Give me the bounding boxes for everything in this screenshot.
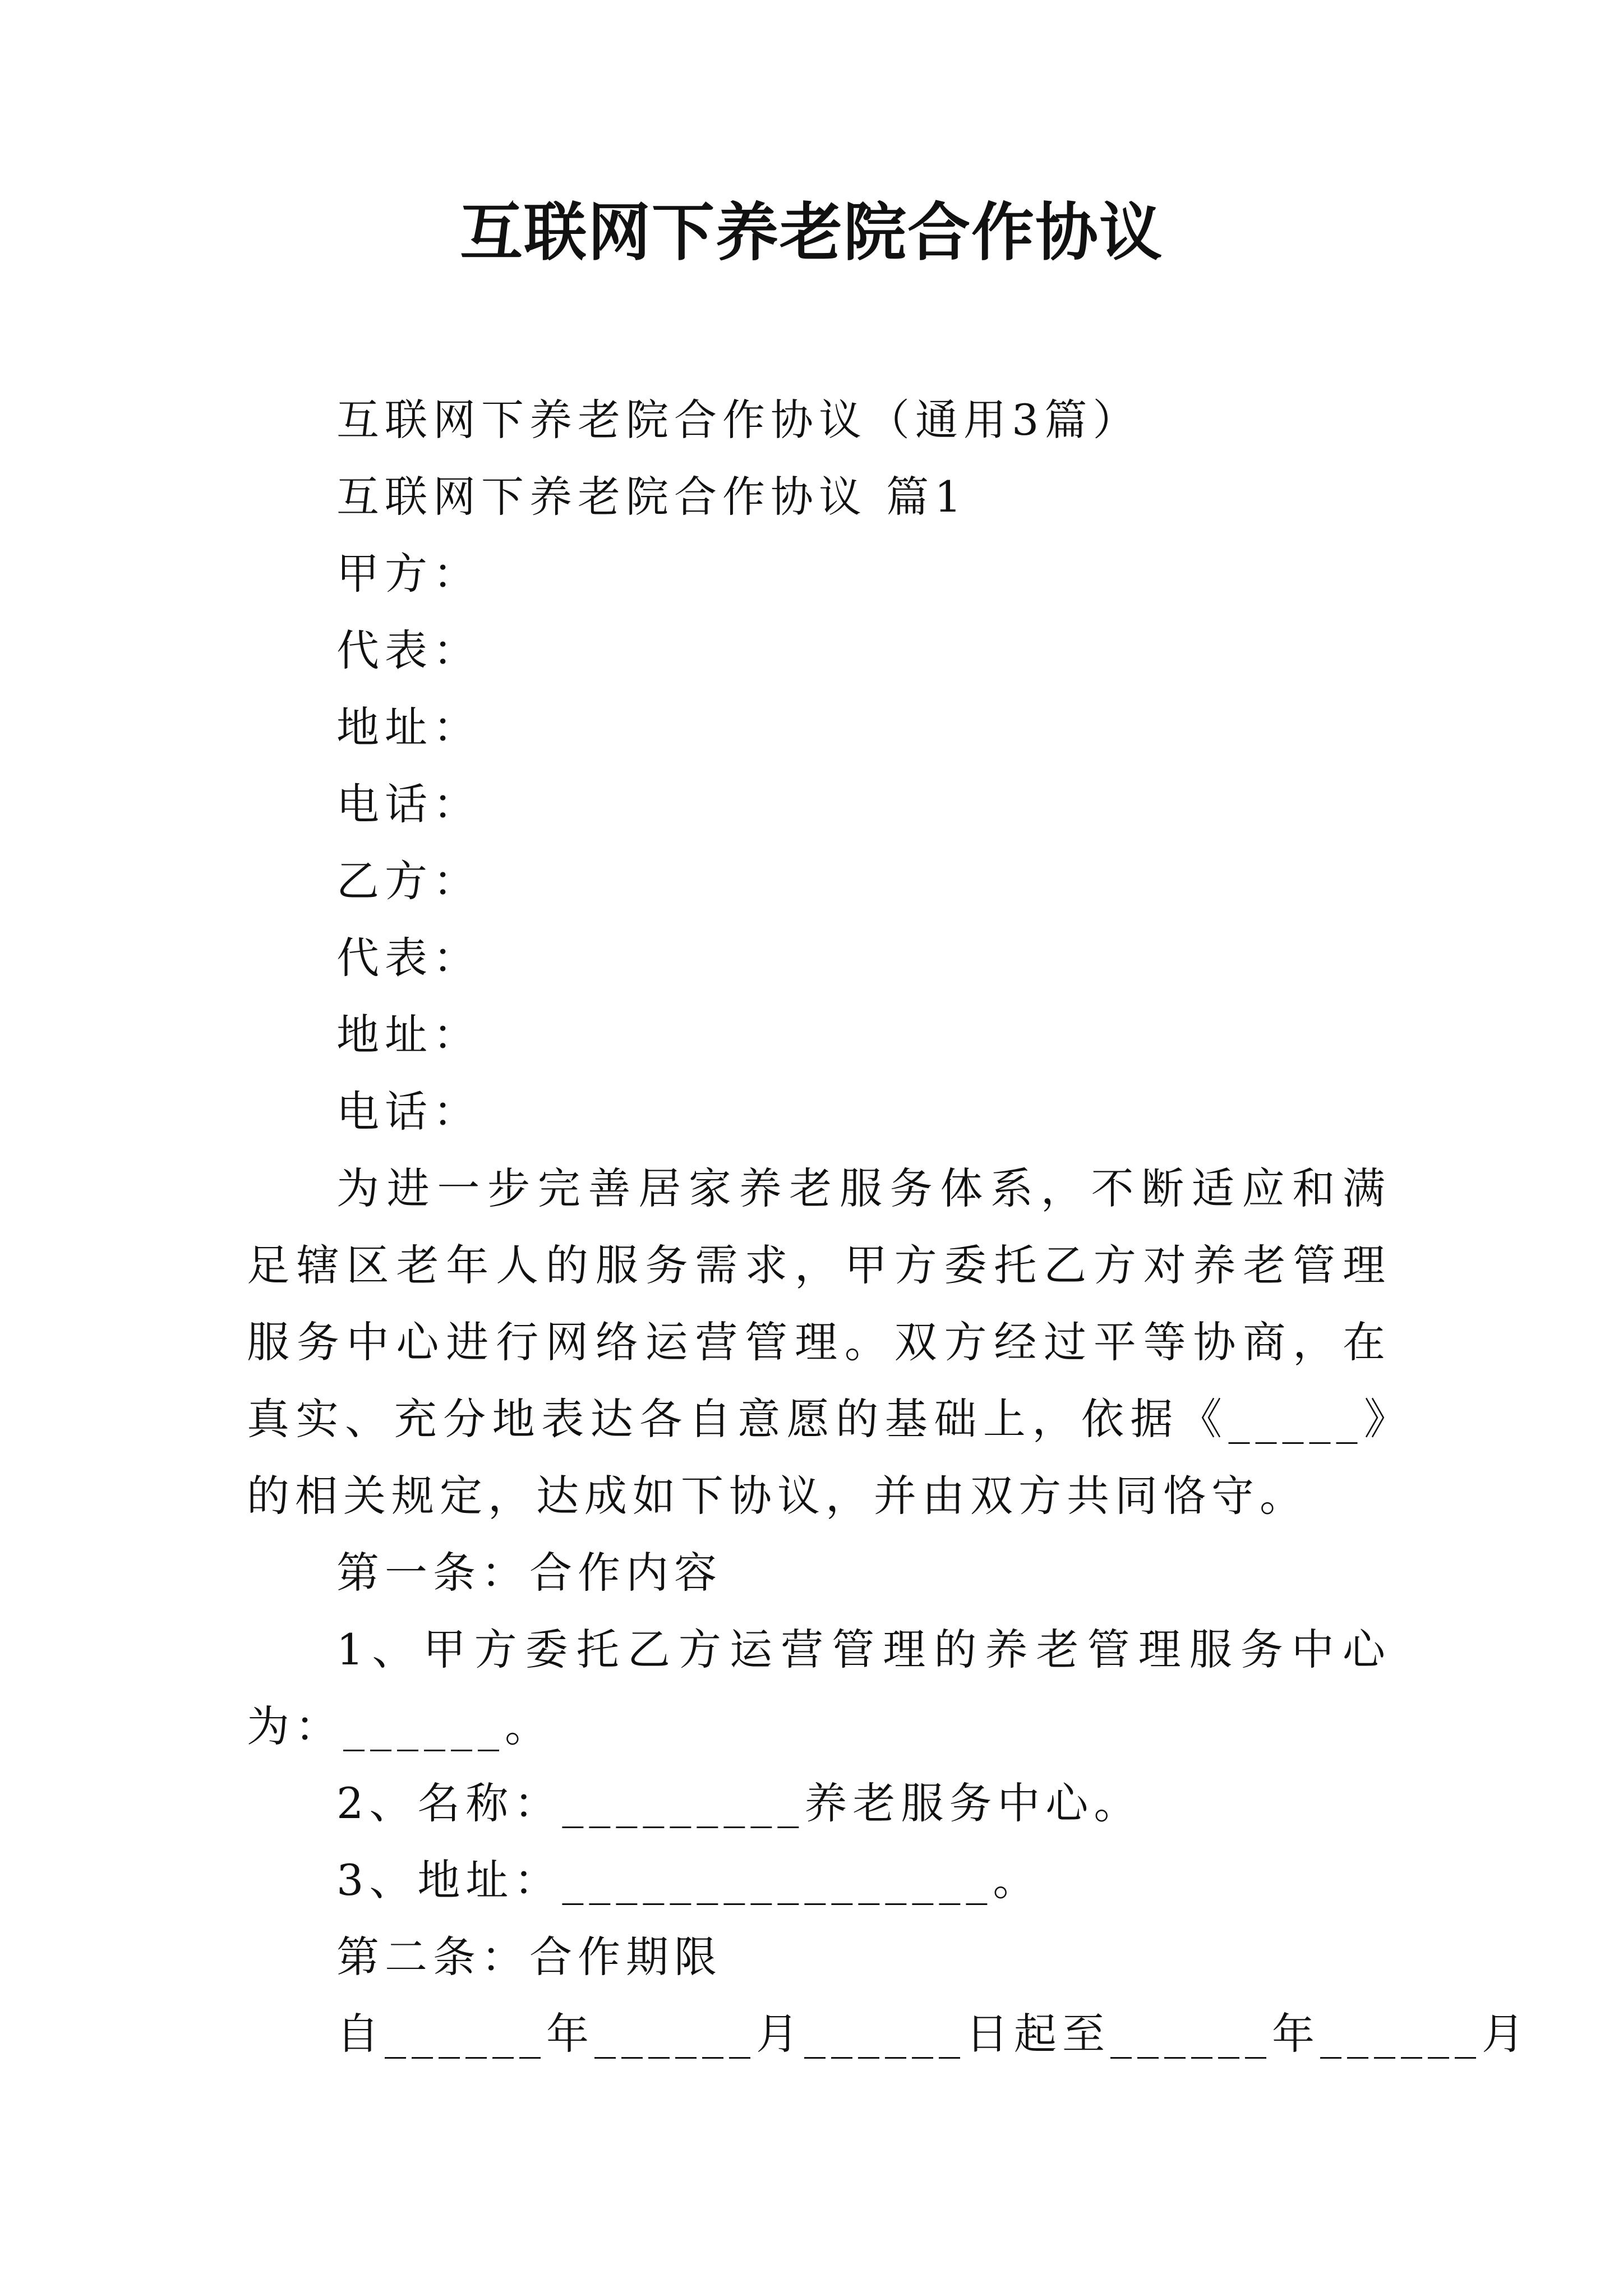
article-1-item-2: 2、名称：_________养老服务中心。: [336, 1778, 1142, 1828]
party-a-label: 甲方：: [336, 549, 481, 599]
party-a-phone: 电话：: [336, 779, 481, 829]
party-b-address: 地址：: [336, 1010, 481, 1060]
party-b-phone: 电话：: [336, 1087, 481, 1137]
document-title: 互联网下养老院合作协议: [460, 196, 1163, 269]
article-2-text: 自______年______月______日起至______年______月: [336, 2009, 1530, 2059]
party-b-label: 乙方：: [336, 856, 481, 906]
party-a-representative: 代表：: [336, 625, 481, 675]
article-1-heading: 第一条：合作内容: [336, 1548, 722, 1598]
article-1-item-1: 1、甲方委托乙方运营管理的养老管理服务中心为：______。: [247, 1625, 1391, 1751]
party-a-address: 地址：: [336, 702, 481, 752]
document-body: [247, 381, 1530, 2072]
article-1-item-3: 3、地址：________________。: [336, 1855, 1041, 1905]
document-subtitle: 互联网下养老院合作协议（通用3篇）: [336, 395, 1141, 445]
intro-paragraph: 为进一步完善居家养老服务体系，不断适应和满足辖区老年人的服务需求，甲方委托乙方对养老管理服务中心进行网络运营管理。双方经过平等协商，在真实、充分地表达各自意愿的基础上，依据《_____》的相关规定，达成如下协议，并由双方共同恪守。: [247, 1163, 1391, 1521]
section-heading: 互联网下养老院合作协议 篇1: [336, 472, 967, 522]
party-b-representative: 代表：: [336, 933, 481, 983]
article-2-heading: 第二条：合作期限: [336, 1932, 722, 1982]
